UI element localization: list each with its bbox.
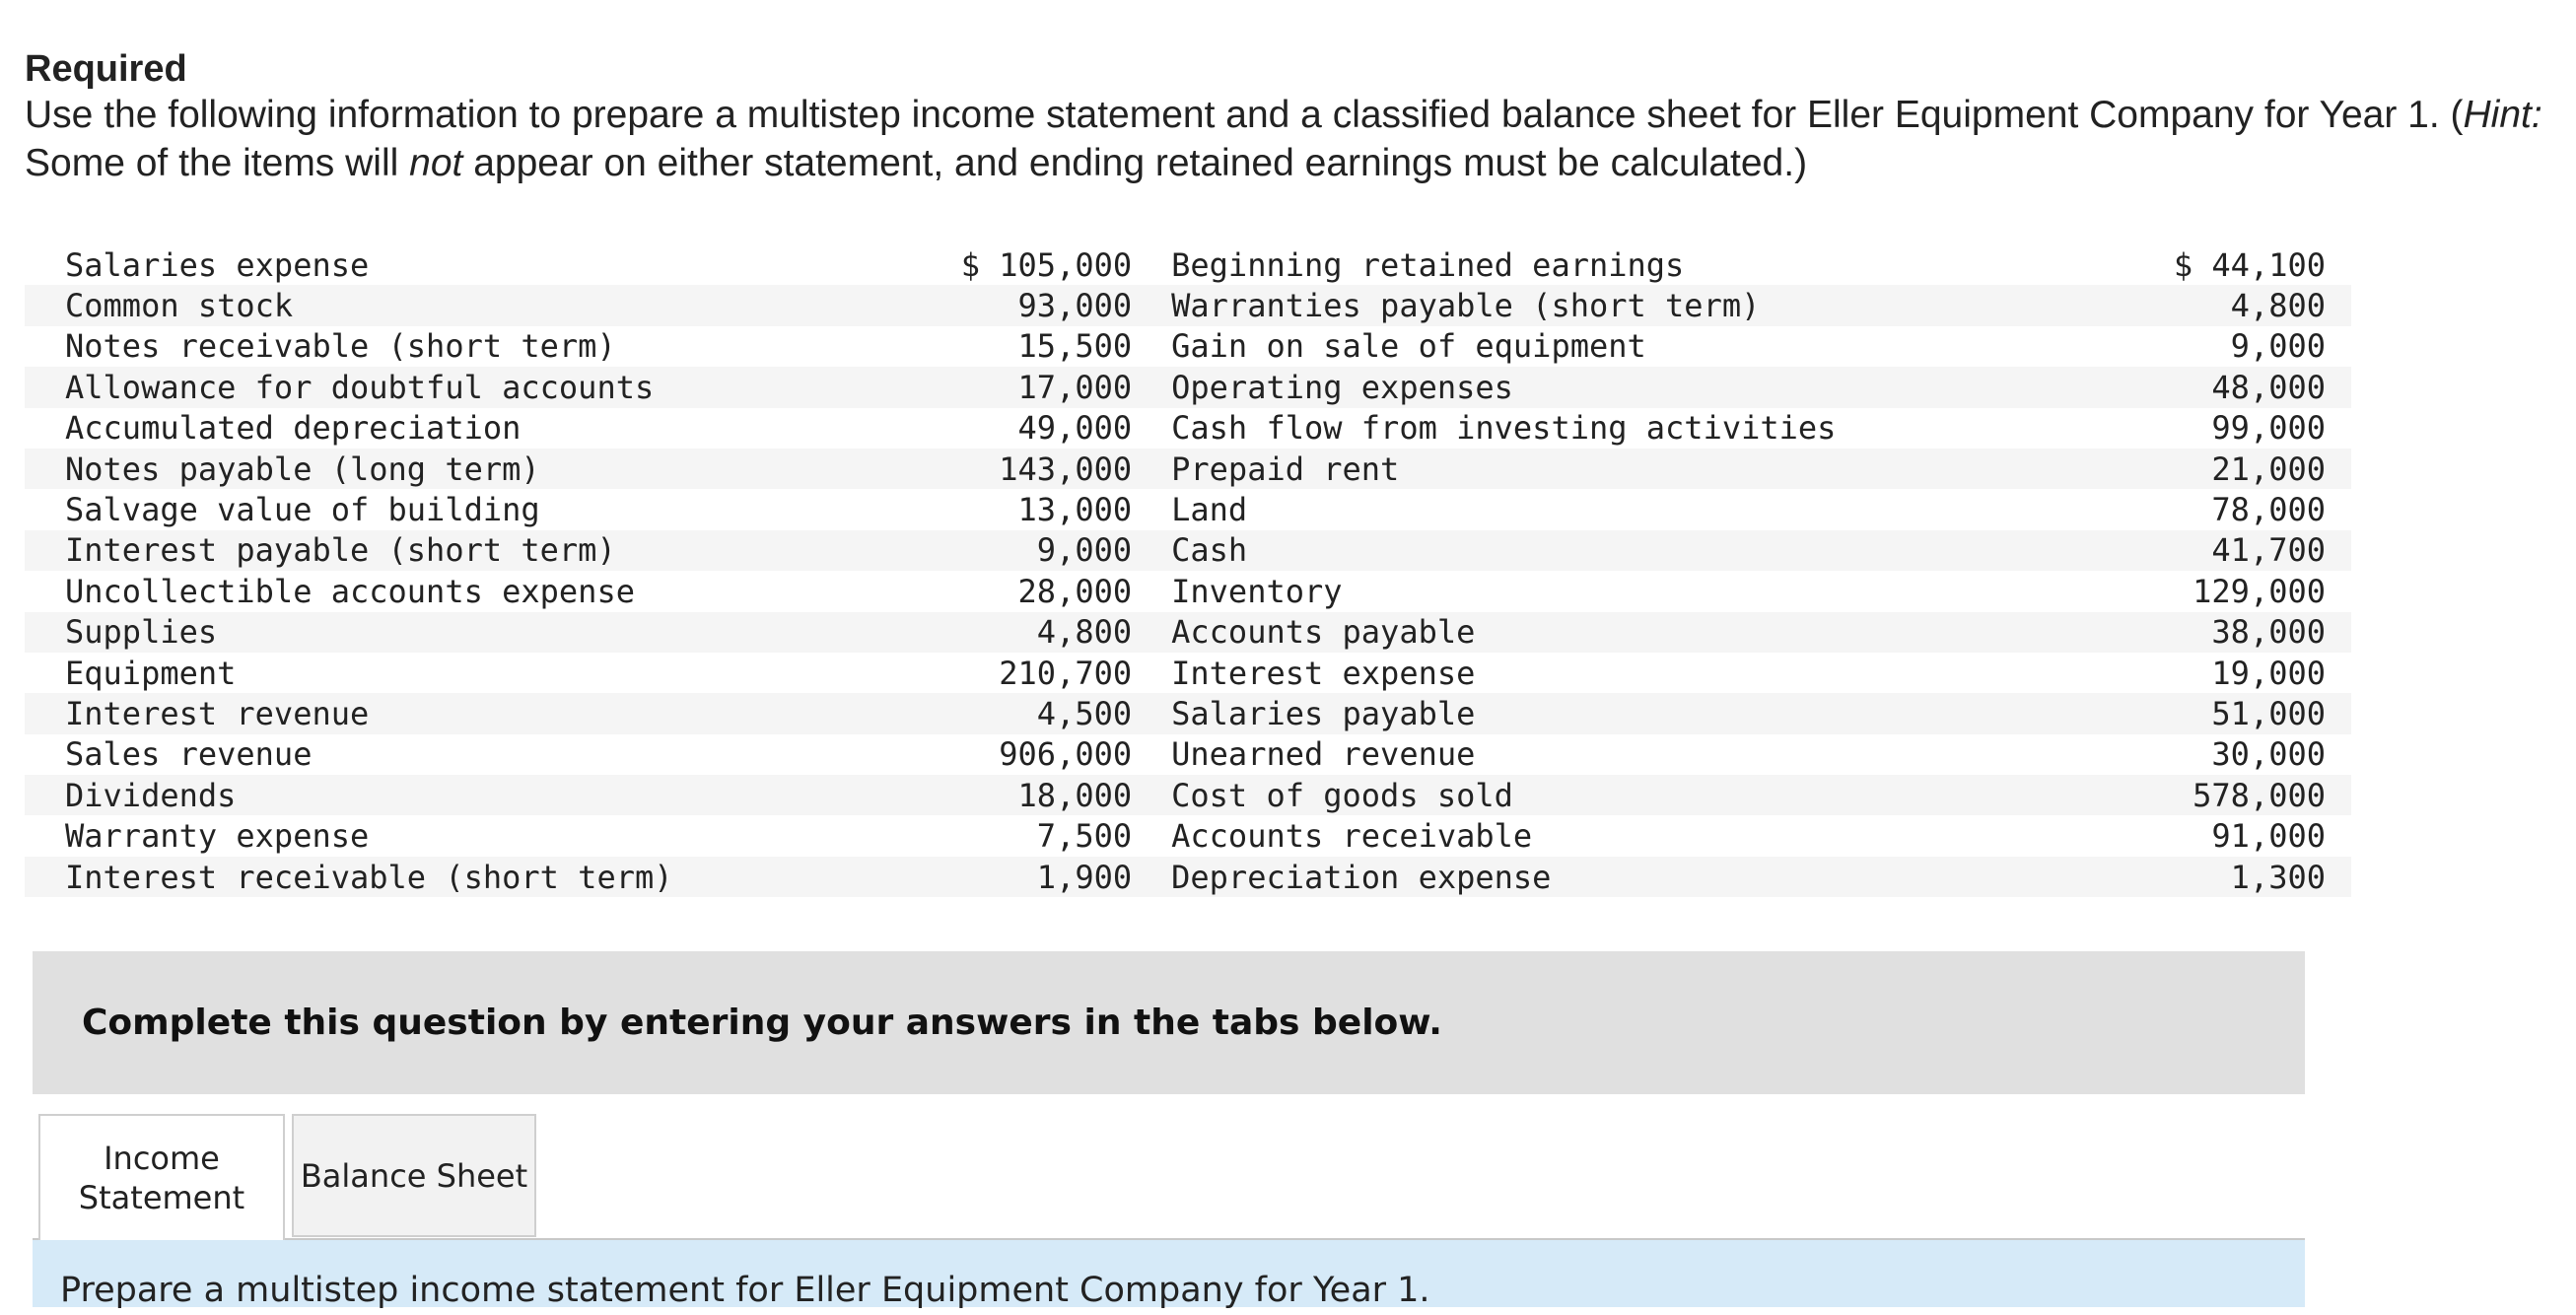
account-label: Interest receivable (short term)	[25, 857, 883, 897]
account-value: 30,000	[2211, 735, 2326, 774]
instructions-part-2: Some of the items will	[25, 142, 410, 184]
account-value: 19,000	[2211, 654, 2326, 692]
account-value: 143,000	[883, 449, 1151, 489]
tab-income-line-1: Income	[104, 1140, 220, 1177]
account-label: Warranty expense	[65, 817, 370, 856]
account-label: Depreciation expense	[1151, 857, 2174, 897]
tab-income-statement-label	[79, 1139, 244, 1217]
instructions-paragraph	[25, 91, 2568, 187]
tab-balance-sheet-label: Balance Sheet	[300, 1156, 528, 1195]
account-value: 13,000	[1017, 491, 1133, 529]
account-label: Interest payable (short term)	[25, 530, 883, 571]
account-value: 906,000	[999, 735, 1133, 774]
not-emphasis: not	[409, 142, 463, 184]
instructions-part-1: Use the following information to prepare a multistep income statement and a classified balance sheet for Eller Equipment Company for Year 1. (	[25, 94, 2464, 136]
account-label: Uncollectible accounts expense	[65, 572, 635, 610]
account-value: 1,900	[883, 857, 1151, 897]
table-row	[25, 815, 2351, 856]
account-label: Beginning retained earnings	[1171, 245, 1685, 284]
account-value: 4,800	[2174, 285, 2351, 325]
table-row	[25, 530, 2351, 571]
account-value: 17,000	[883, 367, 1151, 407]
account-label: Inventory	[1171, 572, 1343, 610]
table-row	[25, 285, 2351, 325]
account-value: 78,000	[2211, 491, 2326, 529]
account-label: Land	[1171, 491, 1248, 529]
account-label: Sales revenue	[65, 735, 313, 774]
tab-prompt-text: Prepare a multistep income statement for Eller Equipment Company for Year 1.	[60, 1271, 1430, 1310]
table-row	[25, 408, 2351, 449]
table-row	[25, 571, 2351, 611]
account-label: Prepaid rent	[1151, 449, 2174, 489]
table-row	[25, 244, 2351, 285]
account-value: 1,300	[2174, 857, 2351, 897]
complete-question-banner	[33, 951, 2305, 1094]
account-value: 18,000	[883, 775, 1151, 815]
tab-income-line-2: Statement	[78, 1179, 245, 1216]
account-label: Accumulated depreciation	[65, 409, 522, 448]
account-value: 129,000	[2193, 572, 2326, 610]
account-value: 93,000	[883, 285, 1151, 325]
account-label: Notes payable (long term)	[25, 449, 883, 489]
account-value: 15,500	[1017, 327, 1133, 366]
account-value: 48,000	[2174, 367, 2351, 407]
table-row	[25, 367, 2351, 407]
account-label: Dividends	[25, 775, 883, 815]
account-value: 21,000	[2174, 449, 2351, 489]
account-label: Interest revenue	[25, 693, 883, 733]
account-label: Cost of goods sold	[1151, 775, 2174, 815]
banner-text: Complete this question by entering your answers in the tabs below.	[82, 1003, 1442, 1043]
account-value: 9,000	[883, 530, 1151, 571]
account-value: 4,500	[883, 693, 1151, 733]
account-value: 49,000	[1017, 409, 1133, 448]
account-label: Cash flow from investing activities	[1171, 409, 1837, 448]
account-value: $ 44,100	[2173, 245, 2326, 284]
account-label: Interest expense	[1171, 654, 1476, 692]
account-label: Salaries expense	[65, 245, 370, 284]
account-data-table	[25, 244, 2351, 897]
account-value: 38,000	[2174, 612, 2351, 653]
account-label: Accounts payable	[1151, 612, 2174, 653]
table-row	[25, 693, 2351, 733]
table-row	[25, 857, 2351, 897]
instructions-part-3: appear on either statement, and ending retained earnings must be calculated.)	[462, 142, 1808, 184]
account-value: 578,000	[2174, 775, 2351, 815]
table-row	[25, 449, 2351, 489]
table-row	[25, 612, 2351, 653]
table-row	[25, 326, 2351, 367]
account-label: Notes receivable (short term)	[65, 327, 616, 366]
account-value: 4,800	[883, 612, 1151, 653]
table-row	[25, 653, 2351, 693]
account-value: 51,000	[2174, 693, 2351, 733]
account-label: Salaries payable	[1151, 693, 2174, 733]
account-label: Supplies	[25, 612, 883, 653]
account-label: Salvage value of building	[65, 491, 540, 529]
table-row	[25, 734, 2351, 775]
hint-label: Hint:	[2463, 94, 2542, 136]
account-label: Accounts receivable	[1171, 817, 1533, 856]
account-value: 99,000	[2211, 409, 2326, 448]
table-row	[25, 489, 2351, 529]
account-value: 9,000	[2230, 327, 2326, 366]
account-value: 7,500	[1036, 817, 1133, 856]
account-label: Gain on sale of equipment	[1171, 327, 1646, 366]
tab-balance-sheet[interactable]	[292, 1114, 536, 1237]
account-value: 41,700	[2174, 530, 2351, 571]
account-label: Warranties payable (short term)	[1151, 285, 2174, 325]
account-value: 91,000	[2211, 817, 2326, 856]
account-label: Cash	[1151, 530, 2174, 571]
account-label: Equipment	[65, 654, 237, 692]
required-heading: Required	[25, 48, 187, 90]
tab-income-statement[interactable]	[38, 1114, 285, 1240]
table-row	[25, 775, 2351, 815]
account-label: Operating expenses	[1151, 367, 2174, 407]
account-value: $ 105,000	[960, 245, 1133, 284]
account-value: 210,700	[999, 654, 1133, 692]
tab-prompt-bar	[33, 1240, 2305, 1310]
account-value: 28,000	[1017, 572, 1133, 610]
account-label: Allowance for doubtful accounts	[25, 367, 883, 407]
account-label: Common stock	[25, 285, 883, 325]
account-label: Unearned revenue	[1171, 735, 1476, 774]
